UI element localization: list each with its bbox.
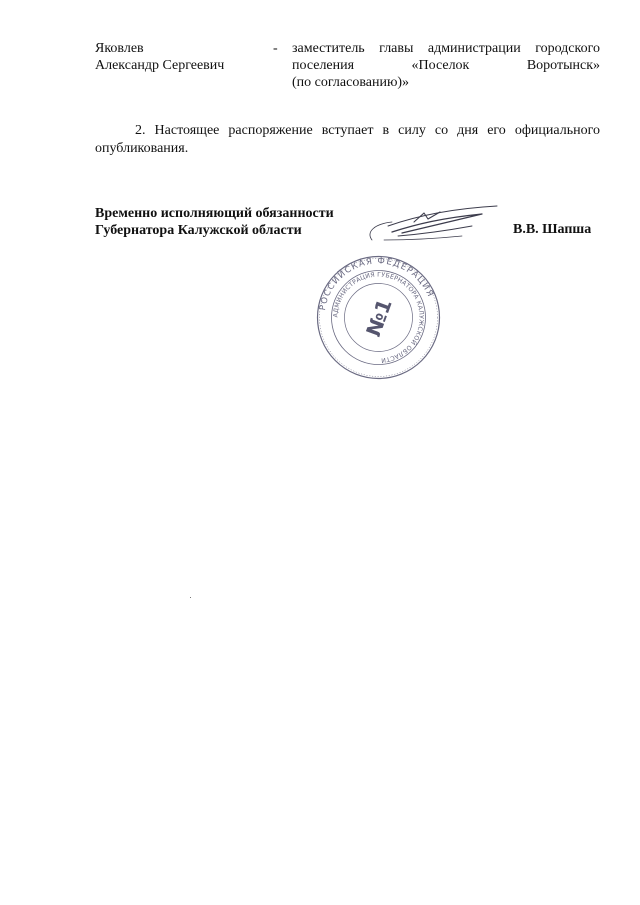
role-word: главы xyxy=(379,41,414,56)
signatory-title-line-2: Губернатора Калужской области xyxy=(95,223,302,238)
signatory-title xyxy=(95,205,355,239)
stray-dot xyxy=(190,597,191,598)
paragraph-word: его xyxy=(487,123,506,138)
paragraph-word: официального xyxy=(514,123,600,138)
paragraph-word: со xyxy=(434,123,449,138)
signatory-name: В.В. Шапша xyxy=(513,222,592,237)
paragraph-word: дня xyxy=(457,123,479,138)
role-line-3 xyxy=(292,74,600,91)
signatory-title-line-1: Временно исполняющий обязанности xyxy=(95,206,334,221)
role-word: городского xyxy=(535,41,600,56)
member-role xyxy=(292,40,600,91)
role-word: заместитель xyxy=(292,41,365,56)
official-seal xyxy=(316,255,441,380)
role-word: (по согласованию)» xyxy=(292,75,410,90)
paragraph-word: распоряжение xyxy=(228,123,313,138)
seal-inner-ring-text: АДМИНИСТРАЦИЯ ГУБЕРНАТОРА КАЛУЖСКОЙ ОБЛАСТИ xyxy=(332,271,425,364)
paragraph-2 xyxy=(95,122,600,158)
role-word: поселения xyxy=(292,58,355,73)
handwritten-signature xyxy=(362,200,507,250)
role-line-2 xyxy=(292,57,600,74)
seal-number: №1 xyxy=(361,295,397,340)
role-word: администрации xyxy=(427,41,521,56)
role-line-1 xyxy=(292,40,600,57)
member-surname: Яковлев xyxy=(95,41,144,56)
member-dash: - xyxy=(273,41,278,56)
role-word: «Поселок xyxy=(411,58,470,73)
member-given-names: Александр Сергеевич xyxy=(95,58,225,73)
paragraph-word: 2. xyxy=(135,123,146,138)
paragraph-word: в xyxy=(382,123,390,138)
paragraph-line-2 xyxy=(95,140,600,158)
seal-outer-ring-text: РОССИЙСКАЯ ФЕДЕРАЦИЯ xyxy=(317,256,436,312)
member-name xyxy=(95,40,270,74)
paragraph-line-1 xyxy=(95,122,600,140)
paragraph-word: силу xyxy=(398,123,426,138)
role-word: Воротынск» xyxy=(526,58,600,73)
commission-member-entry xyxy=(95,40,600,110)
paragraph-word: опубликования. xyxy=(95,141,189,156)
paragraph-word: вступает xyxy=(321,123,374,138)
paragraph-word: Настоящее xyxy=(154,123,220,138)
